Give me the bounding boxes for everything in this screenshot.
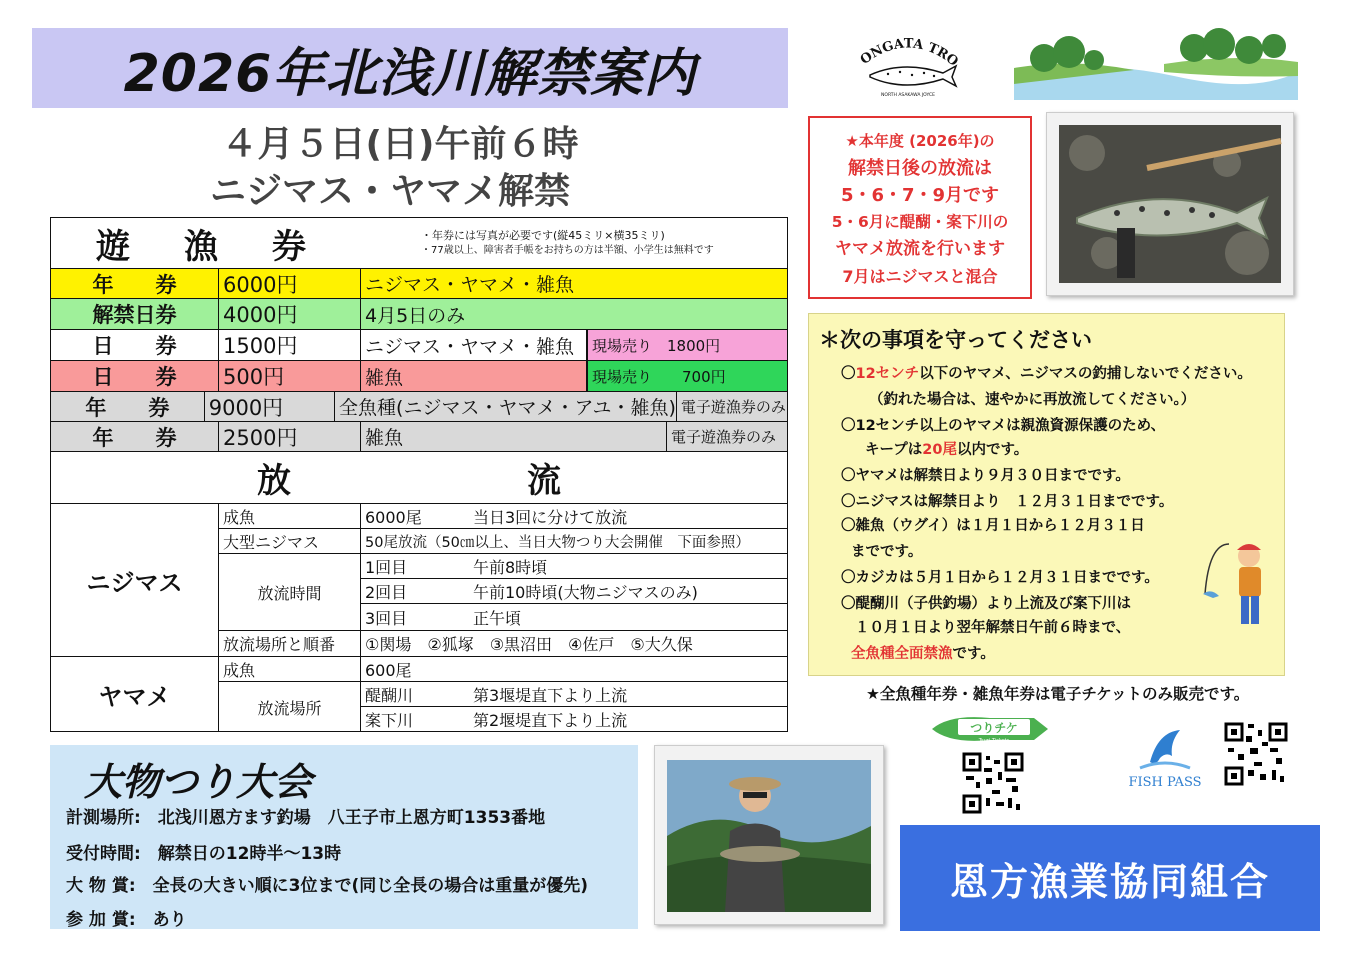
logo-sub-text: NORTH ASAKAWA JOYCE — [881, 93, 935, 98]
ticket-row — [51, 298, 787, 329]
ticket-price: 9000円 — [205, 392, 335, 421]
rule-release-note: （釣れた場合は、速やかに再放流してください。） — [869, 392, 1196, 408]
yamame-adult-label: 成魚 — [219, 657, 361, 681]
ticket-row — [51, 421, 787, 451]
ticket-price: 6000円 — [219, 269, 361, 298]
large-trout-text: 50尾放流（50㎝以上、当日大物つり大会開催 下面参照） — [365, 534, 750, 551]
rule-keep-limit: 〇12センチ以上のヤマメは親漁資源保護のため、 — [841, 418, 1166, 434]
ticket-row — [51, 329, 787, 360]
rule-closed-area: 〇醍醐川（子供釣場）より上流及び案下川は — [841, 596, 1131, 612]
stocking-notice — [808, 116, 1032, 299]
rule-zako-season: 〇雑魚（ウグイ）は１月１日から１２月３１日 — [841, 518, 1145, 534]
tsurichike-qr-code[interactable] — [962, 752, 1024, 814]
river-illustration — [1014, 28, 1298, 100]
notice-line: 5・6月に醍醐・案下川の — [831, 213, 1009, 231]
ticket-extra: 電子遊漁券のみ — [671, 428, 777, 446]
ticket-description: 4月5日のみ — [365, 304, 466, 327]
large-trout-label: 大型ニジマス — [219, 529, 361, 553]
opening-date: ４月５日(日)午前６時 — [221, 124, 579, 165]
tickets-header — [51, 218, 787, 268]
ticket-row — [51, 360, 787, 391]
yamame-label: ヤマメ — [51, 656, 219, 732]
ticket-description: 雑魚 — [365, 427, 404, 449]
ongata-trout-logo — [848, 30, 968, 100]
tsurichike-logo[interactable] — [930, 712, 1050, 746]
release-place-label: 放流場所と順番 — [219, 631, 361, 656]
rules-title: ＊次の事項を守ってください — [819, 328, 1092, 352]
rule-kajika-season: 〇カジカは５月１日から１２月３１日までです。 — [841, 570, 1159, 586]
ticket-row — [51, 268, 787, 298]
nijimasu-adult-label: 成魚 — [219, 504, 361, 528]
contest-venue: 計測場所: 北浅川恩方ます釣場 八王子市上恩方町1353番地 — [66, 808, 546, 828]
notice-line: 5・6・7・9月です — [840, 185, 1000, 206]
release-time-row — [361, 553, 787, 578]
e-ticket-footnote: ★全魚種年券・雑魚年券は電子チケットのみ販売です。 — [866, 685, 1250, 703]
notice-line: 解禁日後の放流は — [848, 158, 992, 179]
ticket-row — [51, 391, 787, 421]
release-time: 正午頃 — [473, 608, 522, 628]
nijimasu-adult-count: 6000尾 — [365, 507, 422, 527]
info-table — [50, 217, 788, 732]
opening-species: ニジマス・ヤマメ解禁 — [209, 171, 570, 212]
yamame-river: 案下川 — [365, 711, 414, 730]
release-time: 午前10時頃(大物ニジマスのみ) — [473, 582, 698, 602]
angler-photo — [654, 745, 884, 925]
ticket-description: 全魚種(ニジマス・ヤマメ・アユ・雑魚) — [339, 397, 676, 419]
big-fish-contest — [50, 745, 638, 929]
notice-line: 7月はニジマスと混合 — [842, 267, 998, 286]
rule-nijimasu-season: 〇ニジマスは解禁日より １２月３１日までです。 — [841, 494, 1174, 510]
contest-participation: 参 加 賞: あり — [66, 910, 187, 930]
release-time-row — [361, 603, 787, 630]
rule-size-limit: 〇12センチ以下のヤマメ、ニジマスの釣捕しないでください。 — [841, 366, 1252, 382]
ticket-description: ニジマス・ヤマメ・雑魚 — [365, 274, 575, 296]
release-time-row — [361, 578, 787, 603]
rule-keep-count: キープは20尾以内です。 — [865, 442, 1029, 458]
ticket-description: ニジマス・ヤマメ・雑魚 — [365, 335, 575, 358]
release-round: 1回目 — [365, 557, 408, 577]
ticket-price: 2500円 — [219, 422, 361, 451]
rule-zako-season-end: までです。 — [851, 544, 923, 560]
tsurichike-sub: Tsuri Tickets — [978, 738, 1010, 744]
yamame-details — [219, 656, 787, 732]
nijimasu-adult-note: 当日3回に分けて放流 — [473, 507, 628, 527]
tickets-heading: 遊 漁 券 — [96, 226, 316, 267]
yamame-river: 醍醐川 — [365, 685, 414, 705]
ticket-description: 雑魚 — [365, 366, 404, 389]
release-time: 午前8時頃 — [473, 557, 548, 577]
contest-reception: 受付時間: 解禁日の12時半～13時 — [66, 844, 342, 864]
release-heading: 放 流 — [257, 461, 581, 501]
yamame-location: 第2堰堤直下より上流 — [473, 711, 628, 730]
contest-title: 大物つり大会 — [84, 760, 313, 804]
ticket-extra: 現場売り 700円 — [587, 361, 787, 391]
ticket-price: 4000円 — [219, 299, 361, 329]
yamame-location: 第3堰堤直下より上流 — [473, 685, 628, 705]
tickets-note-discount: ・77歳以上、障害者手帳をお持ちの方は半額、小学生は無料です — [421, 245, 714, 256]
contest-prize: 大 物 賞: 全長の大きい順に3位まで(同じ全長の場合は重量が優先) — [66, 876, 589, 896]
ticket-type: 年 券 — [51, 269, 219, 298]
nijimasu-details — [219, 503, 787, 656]
release-time-label: 放流時間 — [219, 553, 361, 630]
release-round: 3回目 — [365, 608, 408, 628]
rule-yamame-season: 〇ヤマメは解禁日より９月３０日までです。 — [841, 468, 1130, 484]
page-title: 2026年北浅川解禁案内 — [32, 28, 788, 108]
notice-line: ヤマメ放流を行います — [835, 239, 1005, 259]
rule-closed-all: 全魚種全面禁漁です。 — [851, 646, 995, 662]
ticket-type: 日 券 — [51, 361, 219, 391]
ticket-type: 解禁日券 — [51, 299, 219, 329]
nijimasu-label: ニジマス — [51, 503, 219, 656]
ticket-extra: 現場売り 1800円 — [587, 330, 787, 360]
ticket-price: 500円 — [219, 361, 361, 391]
fish-pass-label: FISH PASS — [1128, 775, 1202, 790]
release-round: 2回目 — [365, 582, 408, 602]
fish-pass-logo[interactable] — [1120, 722, 1210, 792]
yamame-adult-count: 600尾 — [365, 660, 412, 680]
ticket-type: 日 券 — [51, 330, 219, 360]
release-header — [51, 451, 787, 503]
ticket-type: 年 券 — [51, 422, 219, 451]
svg-text:ONGATA TROUT — [848, 30, 961, 70]
tickets-note-photo: ・年券には写真が必要です(縦45ミリ×横35ミリ) — [421, 229, 665, 242]
yamame-place-label: 放流場所 — [219, 681, 361, 732]
trout-photo — [1046, 112, 1294, 296]
release-places: ①関場 ②狐塚 ③黒沼田 ④佐戸 ⑤大久保 — [365, 635, 693, 654]
ticket-price: 1500円 — [219, 330, 361, 360]
child-angler-illustration — [1199, 534, 1279, 634]
rule-closed-period: １０月１日より翌年解禁日午前６時まで、 — [855, 620, 1131, 636]
ticket-type: 年 券 — [51, 392, 205, 421]
fishery-coop-name: 恩方漁業協同組合 — [900, 825, 1320, 931]
logo-brand-text: ONGATA TRO — [857, 36, 961, 70]
ticket-extra: 電子遊漁券のみ — [680, 398, 786, 416]
fish-pass-qr-code[interactable] — [1224, 722, 1288, 786]
rules-box — [808, 313, 1285, 676]
tsurichike-label: つりチケ — [970, 721, 1018, 735]
notice-line: ★本年度 (2026年)の — [845, 132, 995, 150]
